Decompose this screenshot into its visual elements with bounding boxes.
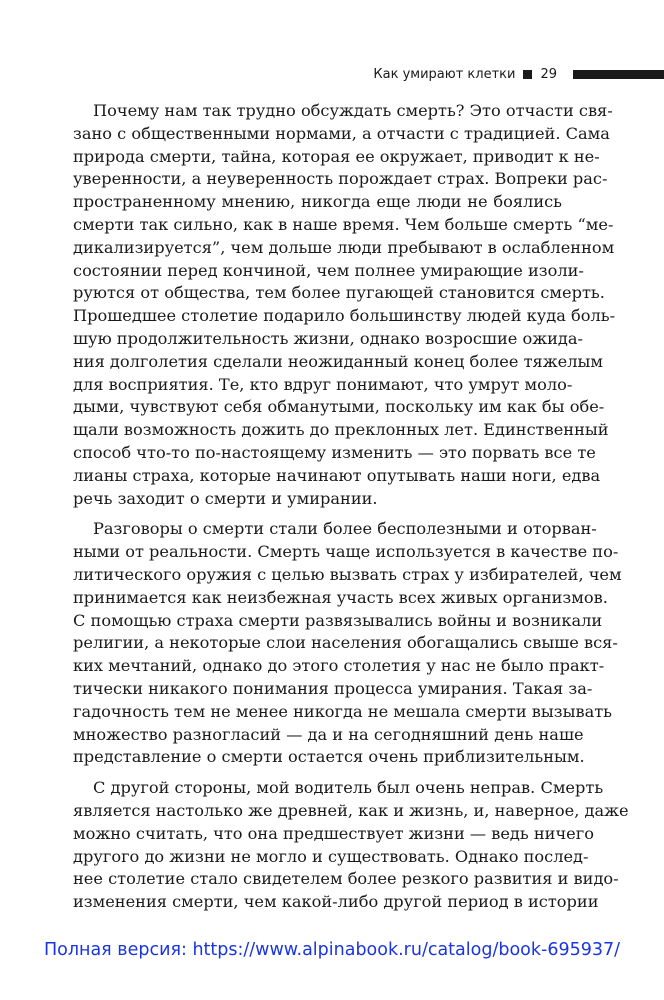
paragraphs-container bbox=[73, 100, 629, 914]
text-line: религии, а некоторые слои населения обогащались свыше вся- bbox=[73, 633, 618, 653]
text-line: смерти так сильно, как в наше время. Чем больше смерть “ме- bbox=[73, 214, 614, 234]
text-line: нее столетие стало свидетелем более резкого развития и видо- bbox=[73, 869, 619, 889]
text-line: дикализируется”, чем дольше люди пребывают в ослабленном bbox=[73, 237, 615, 257]
text-line: можно считать, что она предшествует жизни — ведь ничего bbox=[73, 823, 594, 843]
text-line: способ что-то по-настоящему изменить — это порвать все те bbox=[73, 442, 596, 462]
text-line: С другой стороны, мой водитель был очень неправ. Смерть bbox=[93, 778, 604, 798]
text-line: множество разногласий — да и на сегодняшний день наше bbox=[73, 724, 584, 744]
header-bar-decoration bbox=[573, 70, 664, 79]
chapter-title: Как умирают клетки bbox=[373, 66, 516, 82]
text-line: литического оружия с целью вызвать страх у избирателей, чем bbox=[73, 564, 622, 584]
paragraph-gap bbox=[73, 510, 562, 518]
text-line: изменения смерти, чем какой-либо другой период в истории bbox=[73, 892, 599, 912]
paragraph bbox=[73, 518, 622, 769]
text-line: пространенному мнению, никогда еще люди не боялись bbox=[73, 192, 562, 212]
paragraph-gap bbox=[73, 769, 562, 777]
text-line: лианы страха, которые начинают опутывать наши ноги, едва bbox=[73, 465, 601, 485]
text-line: С помощью страха смерти развязывались войны и возникали bbox=[73, 610, 603, 630]
header-square-marker bbox=[523, 70, 532, 79]
text-line: дыми, чувствуют себя обманутыми, поскольку им как бы обе- bbox=[73, 397, 605, 417]
body-text bbox=[73, 100, 629, 914]
paragraph bbox=[73, 100, 616, 510]
paragraph bbox=[73, 777, 629, 914]
text-line: ными от реальности. Смерть чаще используется в качестве по- bbox=[73, 542, 619, 562]
full-version-link[interactable]: Полная версия: https://www.alpinabook.ru/catalog/book-695937/ bbox=[43, 940, 621, 960]
text-line: тически никакого понимания процесса умирания. Такая за- bbox=[73, 678, 593, 698]
running-header bbox=[373, 64, 664, 84]
text-line: состоянии перед кончиной, чем полнее умирающие изоли- bbox=[73, 260, 584, 280]
text-line: представление о смерти остается очень приблизительным. bbox=[73, 747, 585, 767]
text-line: ких мечтаний, однако до этого столетия у нас не было практ- bbox=[73, 656, 605, 676]
text-line: ния долголетия сделали неожиданный конец более тяжелым bbox=[73, 351, 603, 371]
text-line: щали возможность дожить до преклонных лет. Единственный bbox=[73, 420, 609, 440]
text-line: уверенности, а неуверенность порождает страх. Вопреки рас- bbox=[73, 169, 608, 189]
text-line: шую продолжительность жизни, однако возросшие ожида- bbox=[73, 328, 584, 348]
text-line: Разговоры о смерти стали более бесполезными и оторван- bbox=[93, 519, 597, 539]
text-line: руются от общества, тем более пугающей становится смерть. bbox=[73, 283, 605, 303]
text-line: другого до жизни не могло и существовать. Однако послед- bbox=[73, 846, 589, 866]
text-line: гадочность тем не менее никогда не мешала смерти вызывать bbox=[73, 701, 612, 721]
text-line: природа смерти, тайна, которая ее окружает, приводит к не- bbox=[73, 146, 600, 166]
text-line: является настолько же древней, как и жизнь, и, наверное, даже bbox=[73, 800, 629, 820]
text-line: принимается как неизбежная участь всех живых организмов. bbox=[73, 587, 608, 607]
text-line: для восприятия. Те, кто вдруг понимают, что умрут моло- bbox=[73, 374, 573, 394]
text-line: зано с общественными нормами, а отчасти с традицией. Сама bbox=[73, 123, 610, 143]
text-line: Почему нам так трудно обсуждать смерть? Это отчасти свя- bbox=[93, 101, 613, 120]
text-line: речь заходит о смерти и умирании. bbox=[73, 488, 378, 508]
text-line: Прошедшее столетие подарило большинству людей куда боль- bbox=[73, 306, 616, 326]
page-number: 29 bbox=[540, 66, 557, 82]
